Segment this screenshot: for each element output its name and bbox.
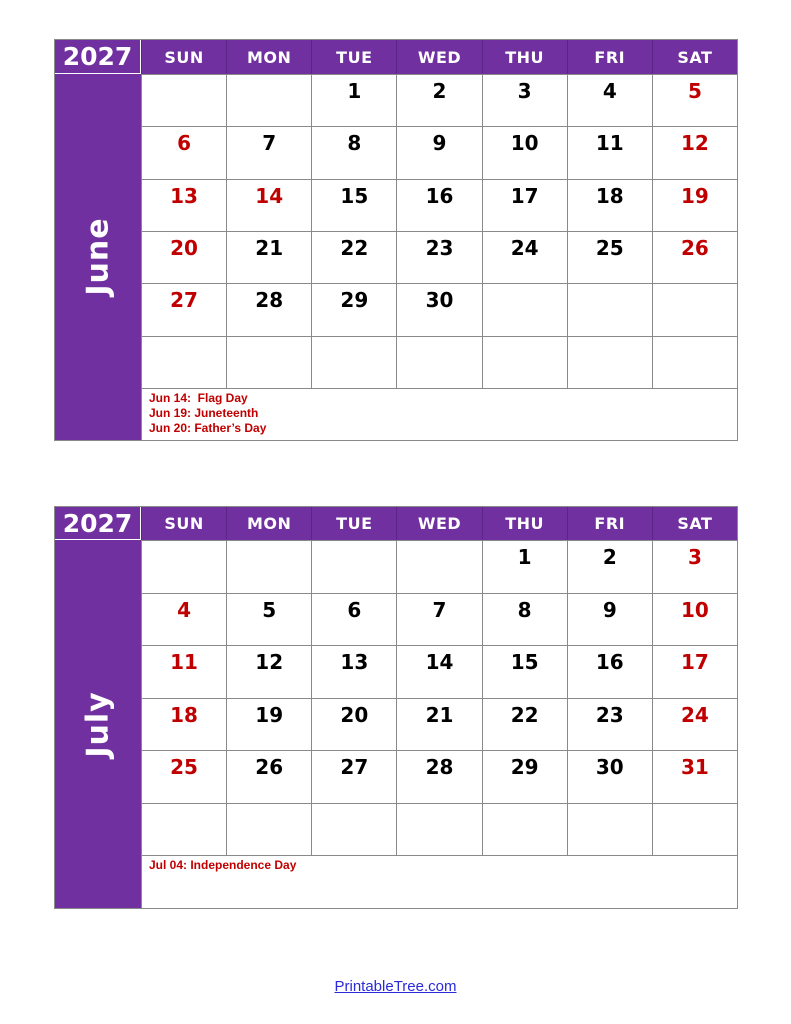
day-cell bbox=[396, 803, 481, 856]
day-cell bbox=[482, 283, 567, 335]
holiday-notes bbox=[141, 388, 737, 440]
weekday-thu: THU bbox=[482, 40, 567, 74]
day-cell: 10 bbox=[482, 126, 567, 178]
day-cell: 24 bbox=[652, 698, 737, 751]
day-cell bbox=[482, 336, 567, 388]
day-cell: 9 bbox=[396, 126, 481, 178]
day-cell: 2 bbox=[396, 74, 481, 126]
day-cell bbox=[226, 336, 311, 388]
day-cell: 29 bbox=[482, 750, 567, 803]
day-cell: 18 bbox=[141, 698, 226, 751]
day-cell: 23 bbox=[396, 231, 481, 283]
holiday-notes bbox=[141, 855, 737, 908]
day-cell bbox=[226, 803, 311, 856]
day-cell: 26 bbox=[226, 750, 311, 803]
day-cell: 3 bbox=[652, 540, 737, 593]
weekday-fri: FRI bbox=[567, 40, 652, 74]
day-cell: 15 bbox=[482, 645, 567, 698]
day-cell bbox=[311, 803, 396, 856]
day-cell: 11 bbox=[141, 645, 226, 698]
day-cell: 28 bbox=[226, 283, 311, 335]
day-cell: 13 bbox=[311, 645, 396, 698]
calendar-july bbox=[54, 506, 738, 909]
day-cell: 21 bbox=[396, 698, 481, 751]
day-cell: 3 bbox=[482, 74, 567, 126]
day-cell: 17 bbox=[482, 179, 567, 231]
day-cell: 6 bbox=[311, 593, 396, 646]
weekday-sun: SUN bbox=[141, 40, 226, 74]
holiday-note: Jun 20: Father’s Day bbox=[149, 420, 267, 435]
month-band bbox=[55, 540, 141, 908]
day-cell bbox=[226, 540, 311, 593]
day-cell: 6 bbox=[141, 126, 226, 178]
weekday-mon: MON bbox=[226, 507, 311, 540]
day-cell: 30 bbox=[567, 750, 652, 803]
day-cell: 5 bbox=[652, 74, 737, 126]
day-cell bbox=[652, 803, 737, 856]
day-cell: 20 bbox=[141, 231, 226, 283]
day-cell bbox=[226, 74, 311, 126]
day-cell: 24 bbox=[482, 231, 567, 283]
day-cell: 4 bbox=[141, 593, 226, 646]
day-cell bbox=[567, 283, 652, 335]
day-cell: 31 bbox=[652, 750, 737, 803]
day-cell: 25 bbox=[567, 231, 652, 283]
weekday-mon: MON bbox=[226, 40, 311, 74]
day-cell: 8 bbox=[482, 593, 567, 646]
day-cell bbox=[567, 803, 652, 856]
weekday-tue: TUE bbox=[311, 507, 396, 540]
holiday-note: Jun 14: Flag Day bbox=[149, 390, 248, 405]
day-cell: 16 bbox=[567, 645, 652, 698]
day-cell: 16 bbox=[396, 179, 481, 231]
day-cell: 21 bbox=[226, 231, 311, 283]
day-cell: 13 bbox=[141, 179, 226, 231]
day-cell bbox=[652, 336, 737, 388]
day-cell: 9 bbox=[567, 593, 652, 646]
day-cell: 8 bbox=[311, 126, 396, 178]
day-cell: 15 bbox=[311, 179, 396, 231]
day-cell bbox=[652, 283, 737, 335]
day-cell: 12 bbox=[652, 126, 737, 178]
day-cell: 25 bbox=[141, 750, 226, 803]
day-cell bbox=[141, 74, 226, 126]
day-cell bbox=[311, 540, 396, 593]
day-cell: 22 bbox=[482, 698, 567, 751]
day-cell: 27 bbox=[141, 283, 226, 335]
day-cell: 19 bbox=[226, 698, 311, 751]
day-cell: 11 bbox=[567, 126, 652, 178]
day-cell: 26 bbox=[652, 231, 737, 283]
day-cell: 4 bbox=[567, 74, 652, 126]
day-cell: 18 bbox=[567, 179, 652, 231]
day-cell: 27 bbox=[311, 750, 396, 803]
day-cell: 23 bbox=[567, 698, 652, 751]
day-cell: 14 bbox=[226, 179, 311, 231]
weekday-sun: SUN bbox=[141, 507, 226, 540]
day-cell: 1 bbox=[482, 540, 567, 593]
day-cell: 14 bbox=[396, 645, 481, 698]
day-cell: 7 bbox=[396, 593, 481, 646]
weekday-wed: WED bbox=[396, 40, 481, 74]
month-name: June bbox=[80, 217, 116, 297]
weekday-sat: SAT bbox=[652, 40, 737, 74]
day-cell: 10 bbox=[652, 593, 737, 646]
year-label: 2027 bbox=[55, 40, 141, 74]
day-cell: 30 bbox=[396, 283, 481, 335]
day-cell bbox=[396, 540, 481, 593]
day-cell bbox=[482, 803, 567, 856]
day-cell bbox=[141, 336, 226, 388]
holiday-note: Jul 04: Independence Day bbox=[149, 858, 297, 872]
holiday-note: Jun 19: Juneteenth bbox=[149, 405, 259, 420]
calendar-june bbox=[54, 39, 738, 441]
day-cell bbox=[396, 336, 481, 388]
day-cell: 20 bbox=[311, 698, 396, 751]
day-cell: 2 bbox=[567, 540, 652, 593]
day-cell: 17 bbox=[652, 645, 737, 698]
day-cell: 28 bbox=[396, 750, 481, 803]
footer-link[interactable]: PrintableTree.com bbox=[334, 978, 457, 995]
day-cell bbox=[141, 803, 226, 856]
weekday-sat: SAT bbox=[652, 507, 737, 540]
day-cell bbox=[141, 540, 226, 593]
day-cell: 5 bbox=[226, 593, 311, 646]
day-cell: 1 bbox=[311, 74, 396, 126]
weekday-tue: TUE bbox=[311, 40, 396, 74]
day-cell: 22 bbox=[311, 231, 396, 283]
year-label: 2027 bbox=[55, 507, 141, 540]
day-cell: 19 bbox=[652, 179, 737, 231]
day-cell bbox=[567, 336, 652, 388]
day-cell: 29 bbox=[311, 283, 396, 335]
day-cell: 12 bbox=[226, 645, 311, 698]
weekday-wed: WED bbox=[396, 507, 481, 540]
month-band bbox=[55, 74, 141, 440]
weekday-thu: THU bbox=[482, 507, 567, 540]
weekday-fri: FRI bbox=[567, 507, 652, 540]
day-cell bbox=[311, 336, 396, 388]
day-cell: 7 bbox=[226, 126, 311, 178]
month-name: July bbox=[80, 690, 116, 758]
